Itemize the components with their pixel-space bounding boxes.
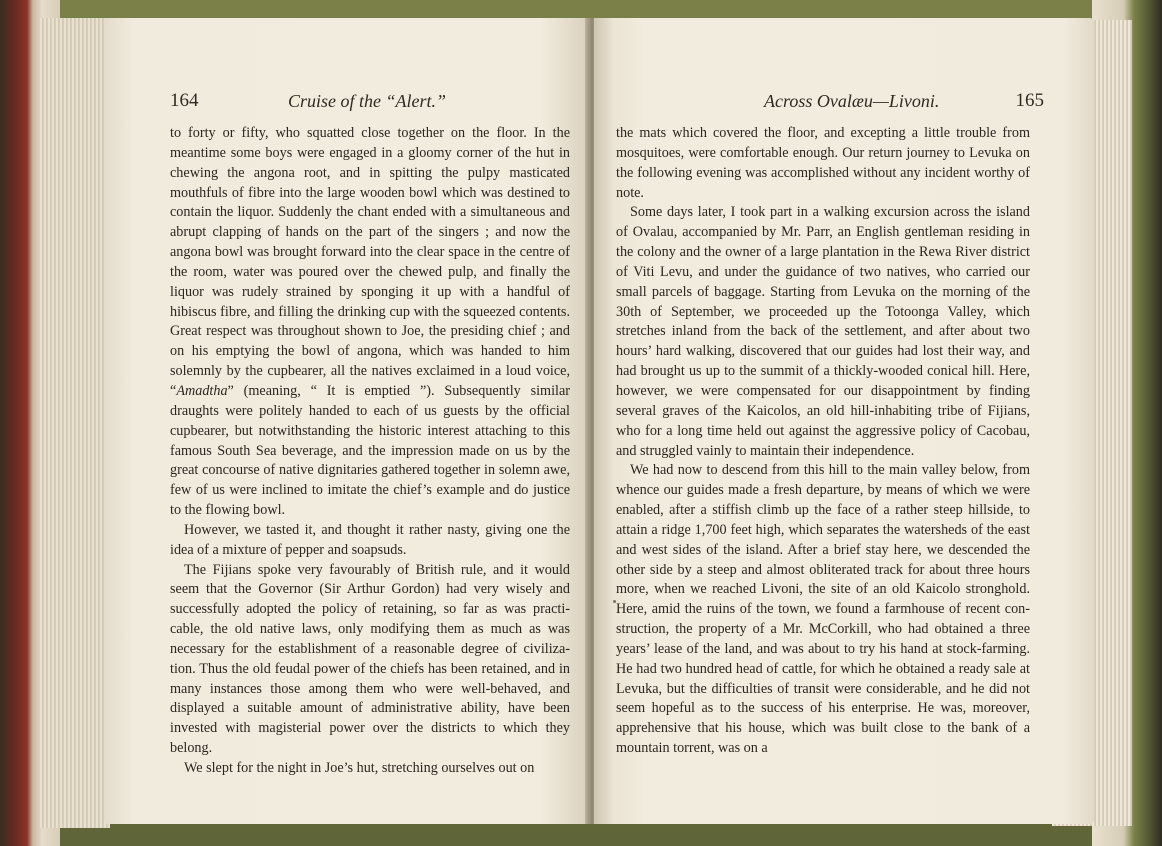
- left-paragraph-2: However, we tasted it, and thought it rather nasty, giving one the idea of a mixture of pepper and soapsuds.: [170, 521, 570, 558]
- left-paragraph-1-rest: ” (meaning, “ It is emptied ”). Subsequently similar draughts were politely handed to each of us guests by the official cupbearer, but notwithstanding the historic interest attaching to this famous South Sea beverage, and the impression made on us by the great concourse of native dignitaries gathered together in solemn awe, few of us were inclined to imitate the chief’s example and do justice to the flowing bowl.: [170, 382, 570, 519]
- left-paragraph-1-text: to forty or fifty, who squatted close together on the floor. In the meantime some boys were engaged in a gloomy corner of the hut in chewing the angona root, and in spitting the pulpy masticated mouthfuls of fibre into the large wooden bowl which was destined to contain the liquor. Suddenly the chant ended with a simultaneous and abrupt clapping of hands on the part of the singers ; and now the angona bowl was brought forward into the clear space in the centre of the room, water was poured over the chewed pulp, and finally the liquor was rudely strained by sponging it up with a handful of hibiscus fibre, and filling the drinking cup with the squeezed contents. Great respect was throughout shown to Joe, the presiding chief ; and on his emptying the bowl of angona, which was handed to him solemnly by the cupbearer, all the natives exclaimed in a loud voice,: [170, 125, 570, 380]
- right-body-text: [616, 124, 1030, 759]
- right-paragraph-3: We had now to descend from this hill to the main valley below, from whence our guides made a fresh departure, by means of which we were enabled, after a stiffish climb up the face of a rather steep hillside, to attain a ridge 1,700 feet high, which separates the watersheds of the east and west sides of the island. After a brief stay here, we descended the other side by a steep and almost obliterated track for about three hours more, when we reached Livoni, the site of an old Kaicolo stronghold. Here, amid the ruins of the town, we found a farmhouse of recent con- struction, the property of a Mr. McCorkill, who had obtained a three years’ lease of the land, and was about to try his hand at stock-farming. He had two hundred head of cattle, for which he obtained a ready sale at Levuka, but the difficulties of transit were considerable, and he did not seem hopeful as to the success of his enterprise. He was, moreover, apprehensive that his house, which was built close to the bank of a mountain torrent, was on a: [616, 462, 1030, 757]
- quote-open: “: [170, 382, 177, 399]
- right-page-number: 165: [1015, 90, 1044, 111]
- right-paragraph-2: Some days later, I took part in a walking excursion across the island of Ovalau, accompanied by Mr. Parr, an English gentleman residing in the colony and the owner of a large plantation in the Rewa River district of Viti Levu, and under the guidance of two natives, who carried our small parcels of baggage. Starting from Levuka on the morning of the 30th of September, we proceeded up the Totoonga Valley, which stretches inland from the back of the settlement, and after about two hours’ hard walking, discovered that our guides had lost their way, and had brought us up to the summit of a thickly-wooded conical hill. Here, however, we were compensated for our disappointment by finding several graves of the Kaicolos, an old hill-inhabiting tribe of Fijians, who for a long time held out against the aggressive policy of Cacobau, and struggled vainly to maintain their independence.: [616, 204, 1030, 459]
- amadtha-word: Amadtha: [176, 382, 228, 399]
- right-page: [594, 18, 1094, 824]
- left-paragraph-1: [170, 124, 570, 521]
- right-running-head: [634, 88, 1044, 114]
- left-page-number: 164: [170, 90, 199, 111]
- left-body-text: [170, 124, 570, 779]
- right-paragraph-1: the mats which covered the floor, and excepting a little trouble from mosquitoes, were comfortable enough. Our return journey to Levuka on the following evening was accomplished without any incident worthy of note.: [616, 125, 1030, 201]
- left-running-head: [170, 88, 564, 114]
- left-running-title: Cruise of the “Alert.”: [288, 91, 447, 111]
- page-speck: [613, 600, 616, 603]
- left-paragraph-4: We slept for the night in Joe’s hut, stretching ourselves out on: [184, 760, 535, 776]
- right-running-title: Across Ovalæu—Livoni.: [764, 91, 940, 111]
- left-page-stack: [40, 18, 110, 828]
- left-page: [104, 18, 589, 824]
- left-paragraph-3: The Fijians spoke very favourably of British rule, and it would seem that the Governor (Sir Arthur Gordon) had very wisely and successfully adopted the policy of retaining, so far as was practi- cable, the old native laws, only modifying them as much as was necessary for the establishment of a reasonable degree of civiliza- tion. Thus the old feudal power of the chiefs has been retained, and in many instances those among them who were well-behaved, and displayed a suitable amount of administrative ability, have been invested with magisterial power over the districts to which they belong.: [170, 561, 570, 757]
